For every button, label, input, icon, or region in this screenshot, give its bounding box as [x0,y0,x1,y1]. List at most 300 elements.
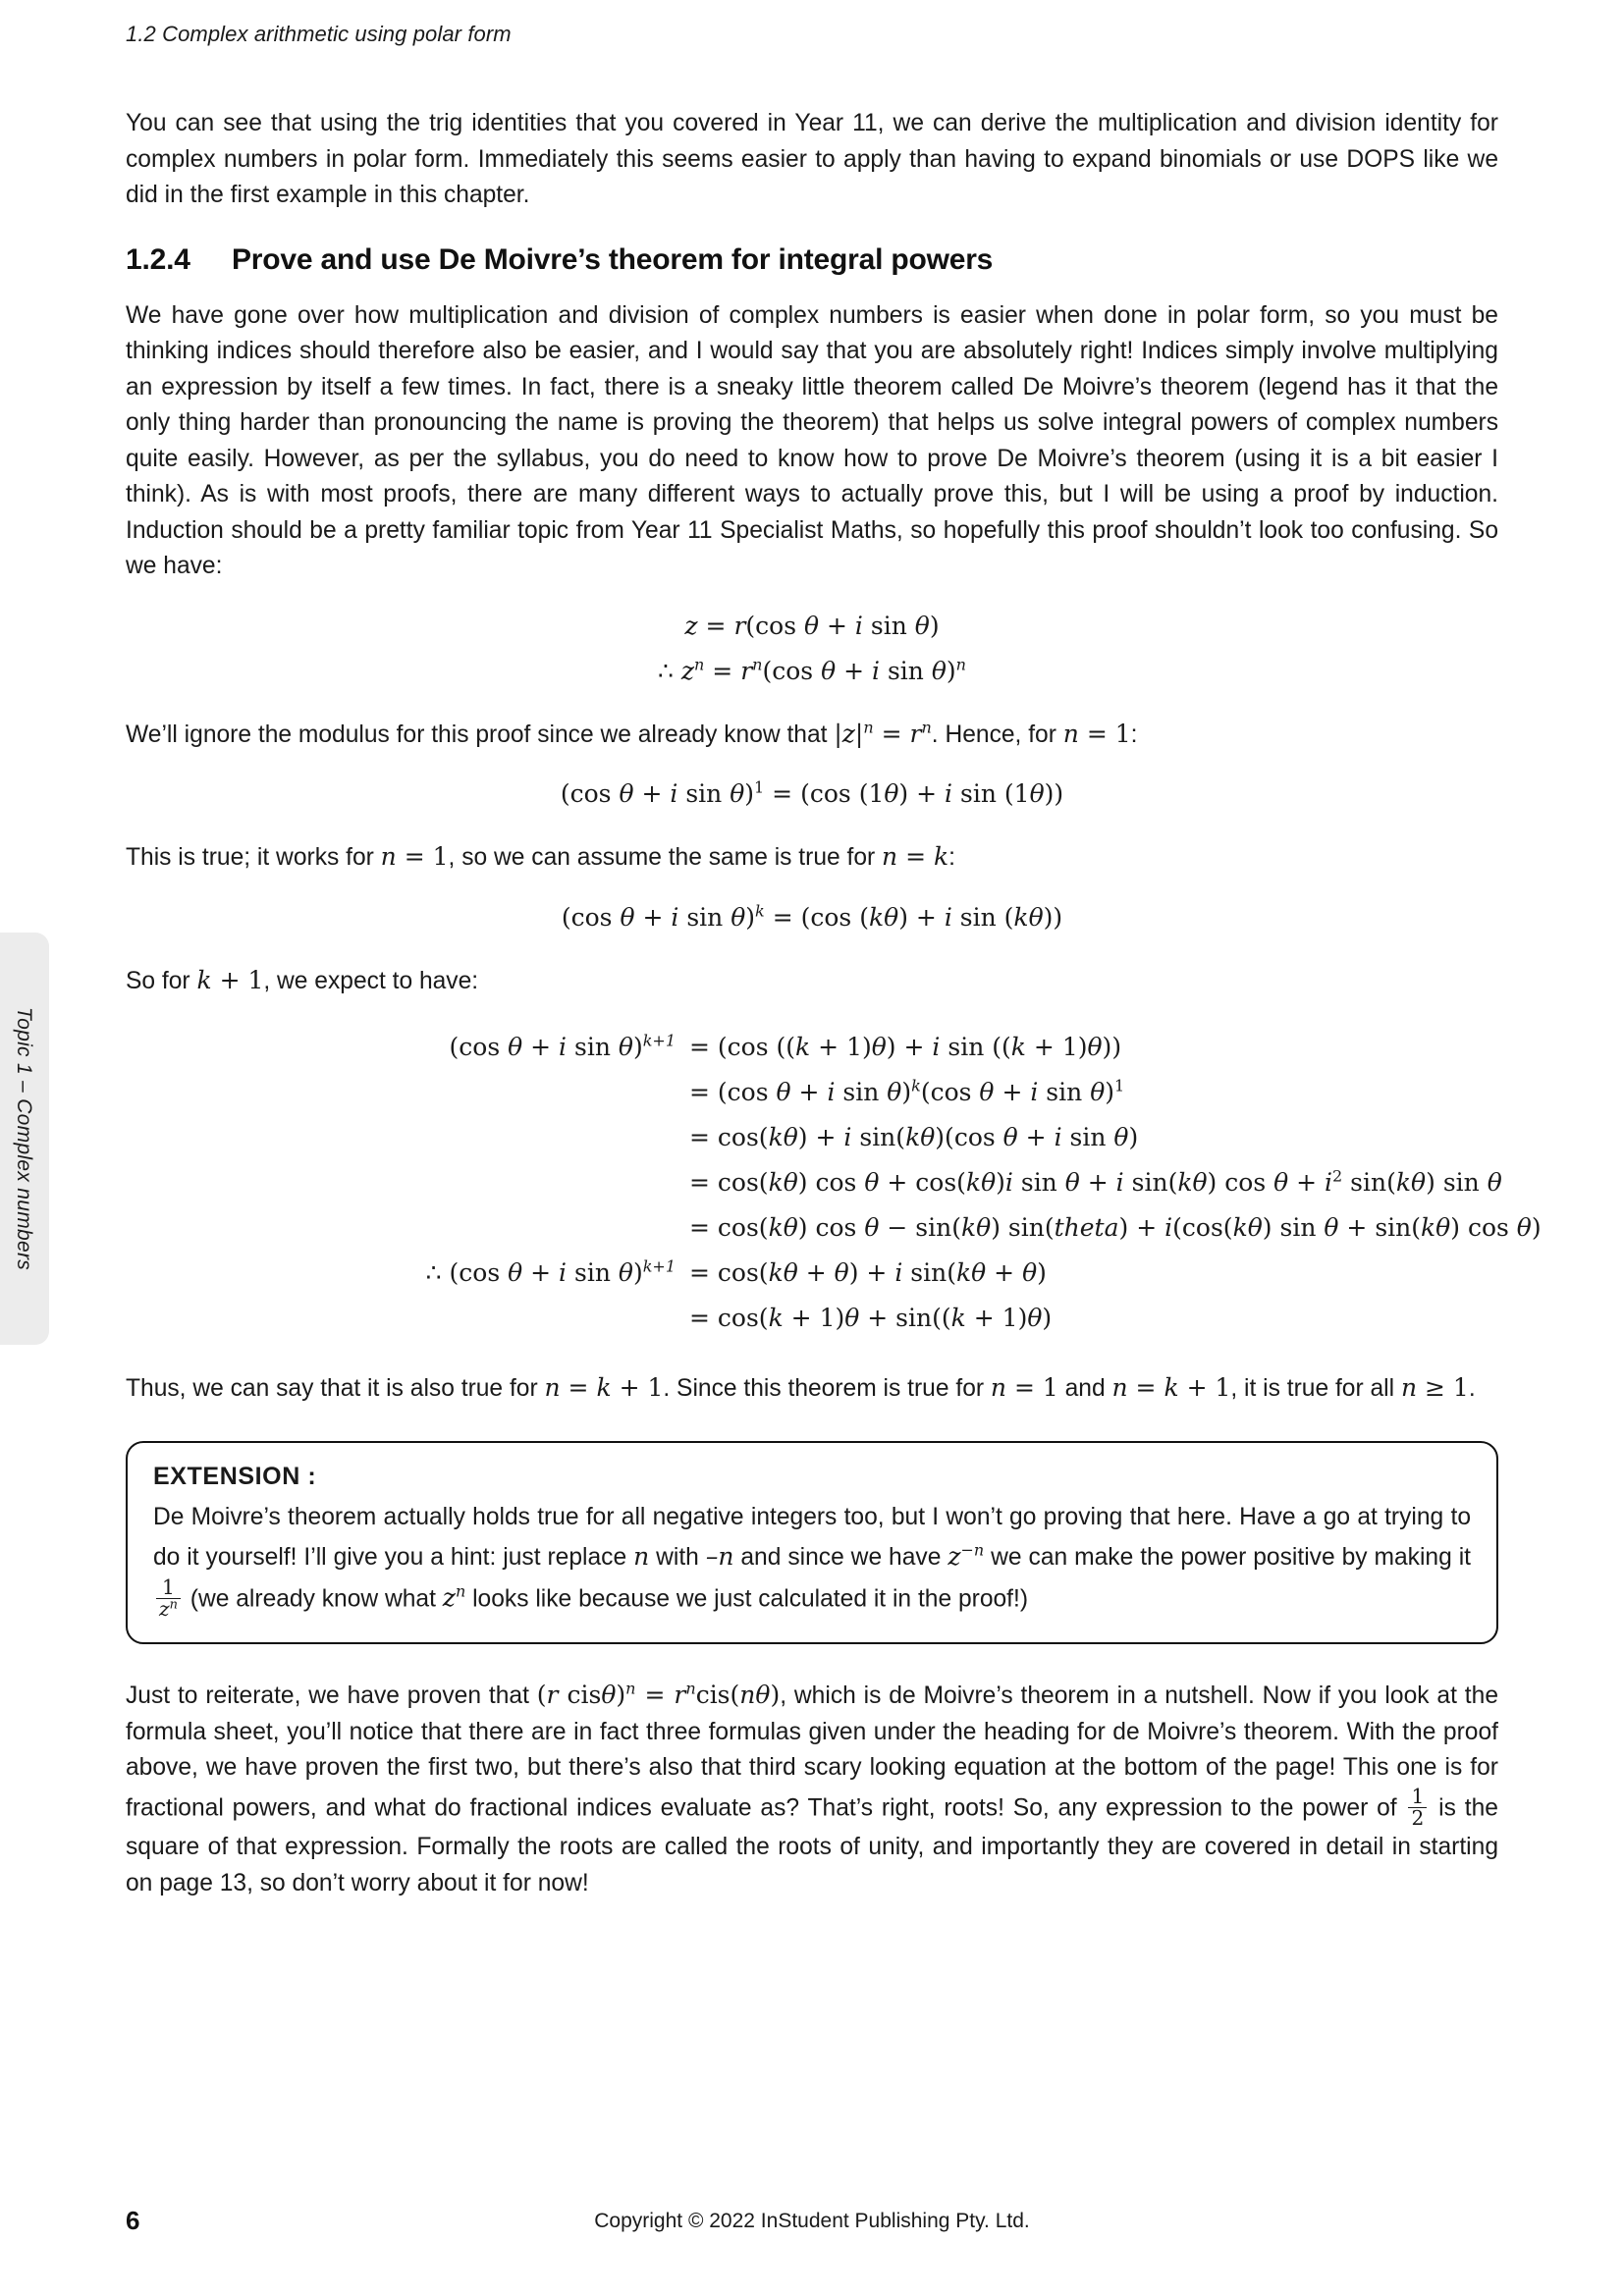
assume-text-1: This is true; it works for [126,844,381,871]
math-n-1: n [1062,719,1079,748]
derivation-rhs [689,1296,1498,1341]
thus-text-4: , it is true for all [1230,1375,1401,1402]
math-equals-6: = [404,842,425,871]
d4-plus-3: + [1296,1168,1318,1197]
d1-k-2: k [1010,1033,1026,1061]
math-therefore: ∴ [658,656,674,685]
d4-theta-4: θ [1064,1168,1080,1197]
d7-sin: sin [895,1304,933,1332]
derivation-lhs [126,1251,689,1296]
d1-exponent-k-plus-1: k+1 [642,1031,676,1050]
extension-text-1: De Moivre’s theorem actually holds true for all negative integers too, but I won’t go proving that here. Have a go at trying to do it yourself! I’ll give you a hint: just replace [153,1503,1471,1571]
d1-one: 1 [846,1033,862,1061]
ext-z-exponent-n: n [455,1581,466,1601]
equation-n-equals-1 [126,774,1498,814]
math-i: i [854,611,863,640]
modulus-text-3: : [1130,721,1138,748]
c-equals: = [644,1681,666,1710]
d4-equals: = [689,1168,710,1197]
derivation-row [126,1070,1498,1115]
c-cis-2: cis [695,1681,731,1710]
d5-sin-4: sin [1375,1213,1412,1242]
d7-k: k [768,1304,784,1332]
d1-theta-4: θ [1087,1033,1103,1061]
d5-k: k [768,1213,784,1242]
t-eq-2: = [1013,1373,1035,1402]
d6-theta-5: θ [971,1258,987,1287]
d4-paren-open-4: ( [1386,1168,1396,1197]
d6-plus: + [530,1258,552,1287]
d6-cos: cos [459,1258,501,1287]
d4-paren-open-3: ( [1167,1168,1178,1197]
d1-k: k [795,1033,811,1061]
d4-k: k [768,1168,784,1197]
d5-sin: sin [915,1213,952,1242]
d5-cos-3: cos [1181,1213,1223,1242]
d2-theta-2: θ [887,1078,902,1106]
d4-paren-close: ) [797,1168,808,1197]
expect-text-2: , we expect to have: [263,967,479,994]
extension-text-6: looks like because we just calculated it in the proof!) [465,1584,1029,1612]
d4-theta-5: θ [1192,1168,1208,1197]
math-equals-7: = [905,842,927,871]
math-i-5: i [671,902,679,932]
d4-theta-2: θ [864,1168,880,1197]
section-title: Prove and use De Moivre’s theorem for integral powers [232,242,994,276]
math-one-1: 1 [1114,719,1131,748]
d7-paren-open-2: ( [932,1304,942,1332]
section-heading [126,243,1498,277]
math-one-3: 1 [1013,779,1030,808]
d5-theta-2: θ [864,1213,880,1242]
d4-sin-4: sin [1442,1168,1480,1197]
c-theta: θ [601,1681,617,1710]
d6-i: i [559,1258,568,1287]
d5-theta-5: θ [1324,1213,1339,1242]
math-exponent-k: k [755,901,765,921]
d4-sin: sin [1020,1168,1057,1197]
math-sin-2: sin [887,656,924,685]
d5-paren-open-6: ( [1411,1213,1422,1242]
d7-paren-open: ( [758,1304,769,1332]
d5-sin-3: sin [1279,1213,1317,1242]
topic-side-tab-label: Topic 1 – Complex numbers [13,1006,35,1271]
d1-plus-4: + [1033,1033,1055,1061]
extension-text-2: with [649,1543,706,1571]
d3-k: k [768,1123,784,1151]
d7-plus-3: + [973,1304,995,1332]
d2-paren-open: ( [717,1078,728,1106]
ext-z-1: z [947,1541,961,1571]
d1-theta-2: θ [618,1033,633,1061]
math-paren-open-5: ( [858,779,869,808]
math-theta-7: θ [884,779,899,808]
derivation-rhs [689,1070,1498,1115]
c-paren-open: ( [536,1681,547,1710]
derivation-lhs [126,1160,689,1205]
d5-i: i [1164,1213,1173,1242]
assume-text-2: , so we can assume the same is true for [448,844,883,871]
d3-paren-open-3: ( [945,1123,954,1151]
derivation-rhs [689,1205,1542,1251]
math-plus-2: + [843,656,865,685]
math-sin: sin [870,611,907,640]
d4-i-2: i [1115,1168,1124,1197]
expect-text-1: So for [126,967,197,994]
math-theta-5: θ [619,779,634,808]
math-paren-close: ) [929,611,940,640]
math-mod-z: |z| [834,719,864,748]
math-equals-4: = [1086,719,1108,748]
d2-cos-2: cos [930,1078,972,1106]
math-r-exp-n: n [921,718,932,737]
math-plus-6: + [915,902,937,932]
d3-theta-2: θ [920,1123,936,1151]
d4-i-3: i [1325,1168,1333,1197]
d5-minus: − [887,1213,908,1242]
derivation-row [126,1251,1498,1296]
d5-theta: θ [783,1213,798,1242]
math-sin-4: sin [960,779,997,808]
c-exponent-n: n [625,1679,636,1698]
math-paren-open-9: ( [859,902,869,932]
derivation-row [126,1205,1542,1251]
d4-i: i [1004,1168,1013,1197]
math-k-4: k [196,965,212,994]
math-plus-4: + [916,779,938,808]
d3-paren-open: ( [758,1123,769,1151]
math-plus-7: + [219,965,241,994]
math-r-3: r [909,719,922,748]
derivation-rhs [689,1025,1498,1070]
d1-paren-close-3: ) [886,1033,896,1061]
math-exponent-n-2: n [752,655,763,674]
thus-paragraph [126,1370,1498,1408]
math-theta-9: θ [620,902,635,932]
d2-sin-2: sin [1046,1078,1083,1106]
math-i-4: i [945,779,953,808]
modulus-text-1: We’ll ignore the modulus for this proof since we already know that [126,721,835,748]
math-n-3: n [882,842,898,871]
math-paren-open-7: ( [561,902,571,932]
d7-k-2: k [950,1304,966,1332]
t-geq: ≥ [1425,1373,1445,1402]
math-paren-close-5: ) [1044,779,1055,808]
d1-paren-open-5: ( [992,1033,1002,1061]
t-n-4: n [1400,1373,1418,1402]
d4-paren-open: ( [758,1168,769,1197]
c-paren-close: ) [616,1681,626,1710]
extension-text-5: (we already know what [183,1584,443,1612]
math-paren-open-8: ( [800,902,811,932]
math-i-2: i [872,656,880,685]
d3-sin-2: sin [1069,1123,1107,1151]
section-number: 1.2.4 [126,242,190,276]
math-cos-6: cos [810,902,852,932]
math-theta-4: θ [931,656,947,685]
d6-paren-open-3: ( [947,1258,956,1287]
ext-fraction-one-over-z-n [156,1577,181,1622]
extension-body [153,1498,1471,1622]
d4-k-3: k [1177,1168,1193,1197]
running-header: 1.2 Complex arithmetic using polar form [126,22,512,46]
d5-sin-2: sin [1007,1213,1045,1242]
math-cos-2: cos [772,656,814,685]
d4-theta-3: θ [981,1168,997,1197]
math-paren-close-2: ) [946,656,956,685]
d1-equals: = [689,1033,710,1061]
math-equals-8: = [772,902,793,932]
d1-i-2: i [932,1033,941,1061]
d5-paren-close-6: ) [1531,1213,1542,1242]
d1-paren-close-4: ) [1077,1033,1088,1061]
math-theta-12: θ [1028,902,1044,932]
d1-paren-open: ( [449,1033,460,1061]
d5-k-2: k [960,1213,977,1242]
closing-text-1: Just to reiterate, we have proven that [126,1682,537,1710]
math-cos-4: cos [809,779,851,808]
t-one-1: 1 [647,1373,664,1402]
math-sin-5: sin [686,902,724,932]
d4-cos: cos [717,1168,759,1197]
math-r-2: r [740,656,753,685]
d7-plus-2: + [867,1304,889,1332]
d6-plus-2: + [805,1258,827,1287]
closing-text-2: , which is de Moivre’s theorem in a nutshell. Now if you look at the formula sheet, you’ll notice that there are in fact three formulas given under the heading for de Moivre’s theorem. With the proof above, we have proven the first two, but there’s also that third scary looking equation at the bottom of the page! This one is for fractional powers, and what do fractional indices evaluate as? That’s right, roots! So, any expression to the power of [126,1682,1498,1821]
d1-i: i [559,1033,568,1061]
d4-cos-3: cos [915,1168,957,1197]
math-plus: + [827,611,847,640]
c-r-2: r [674,1681,686,1710]
d2-paren-close: ) [901,1078,912,1106]
body-paragraph-1: We have gone over how multiplication and division of complex numbers is easier when done in polar form, so you must be thinking indices should therefore also be easier, and I would say that you are absolutely right! Indices simply involve multiplying an expression by itself a few times. In fact, there is a sneaky little theorem called De Moivre’s theorem (legend has it that the only thing harder than pronouncing the name is proving the theorem) that helps us solve integral powers of complex numbers quite easily. However, as per the syllabus, you do need to know how to prove De Moivre’s theorem (using it is a bit easier I think). As is with most proofs, there are many different ways to actually prove this, but I will be using a proof by induction. Induction should be a pretty familiar topic from Year 11 Specialist Maths, so hopefully this proof shouldn’t look too confusing. So we have: [126,301,1498,579]
closing-frac-numerator: 1 [1411,1784,1425,1808]
t-eq-1: = [568,1373,589,1402]
t-eq-3: = [1135,1373,1157,1402]
d7-paren-close-3: ) [1042,1304,1053,1332]
d6-therefore: ∴ [425,1258,442,1287]
d5-paren-close-4: ) [1262,1213,1272,1242]
ext-n: n [633,1541,650,1571]
d5-theta-6: θ [1435,1213,1451,1242]
math-cos: cos [755,611,797,640]
t-one-3: 1 [1215,1373,1231,1402]
d5-paren-close: ) [797,1213,808,1242]
d2-exponent-k: k [911,1076,921,1095]
d6-theta-2: θ [618,1258,633,1287]
d7-plus: + [790,1304,812,1332]
closing-text-3: is the square of that expression. Formally the roots are called the roots of unity, and importantly they are covered in detail in starting on page 13, so don’t worry about it for now! [126,1793,1498,1896]
expect-paragraph [126,963,1498,1000]
d2-plus-2: + [1001,1078,1023,1106]
d6-paren-close-3: ) [1037,1258,1047,1287]
equation-z-definition [126,607,1498,646]
footer-page-number: 6 [126,2206,140,2235]
math-paren-close-4: ) [898,779,909,808]
derivation-row [126,1160,1502,1205]
math-mod-exp-n: n [863,718,874,737]
t-one-4: 1 [1452,1373,1469,1402]
closing-paragraph [126,1678,1498,1901]
closing-fraction-one-half [1408,1784,1427,1831]
c-exponent-n-2: n [685,1679,696,1698]
math-theta-6: θ [730,779,745,808]
d3-paren-close-3: ) [1128,1123,1139,1151]
t-plus-1: + [619,1373,640,1402]
d4-theta: θ [783,1168,798,1197]
d4-exponent-two: 2 [1332,1166,1343,1186]
t-n-1: n [544,1373,561,1402]
d4-paren-close-4: ) [1426,1168,1435,1197]
d5-paren-close-2: ) [991,1213,1001,1242]
d3-i: i [843,1123,852,1151]
ext-frac-den-exponent: n [169,1597,178,1613]
math-i-6: i [944,902,952,932]
d1-cos-2: cos [727,1033,769,1061]
math-one-2: 1 [868,779,885,808]
d7-one-2: 1 [1001,1304,1018,1332]
d2-paren-open-2: ( [920,1078,931,1106]
d5-plus: + [1136,1213,1158,1242]
c-r: r [546,1681,559,1710]
d6-cos-2: cos [717,1258,759,1287]
d4-sin-2: sin [1131,1168,1168,1197]
math-theta: θ [804,611,820,640]
d3-plus: + [815,1123,837,1151]
d7-one: 1 [819,1304,836,1332]
ext-frac-denominator: z [159,1597,170,1622]
d5-cos: cos [717,1213,759,1242]
thus-text-2: . Since this theorem is true for [663,1375,991,1402]
d6-plus-4: + [994,1258,1015,1287]
d3-equals: = [689,1123,710,1151]
d1-plus-2: + [818,1033,839,1061]
page-footer [0,2206,1624,2239]
d7-paren-open-3: ( [941,1304,951,1332]
math-sin-3: sin [685,779,723,808]
d4-paren-open-2: ( [956,1168,966,1197]
d6-theta-4: θ [834,1258,849,1287]
d6-paren-open-2: ( [758,1258,769,1287]
derivation-row [126,1296,1498,1341]
d6-paren-close: ) [632,1258,643,1287]
d6-paren-open: ( [449,1258,460,1287]
derivation-lhs [126,1115,689,1160]
t-k-1: k [596,1373,612,1402]
d4-plus-2: + [1087,1168,1109,1197]
derivation-lhs [126,1205,689,1251]
assume-paragraph [126,839,1498,877]
math-k-1: k [934,842,949,871]
extension-text-4: we can make the power positive by making it [984,1543,1472,1571]
derivation-rhs [689,1160,1502,1205]
d5-theta-4: θ [1247,1213,1263,1242]
math-theta-2: θ [914,611,930,640]
d3-cos: cos [717,1123,759,1151]
c-paren-open-2: ( [730,1681,740,1710]
d5-paren-open-2: ( [951,1213,961,1242]
ext-exponent-neg-n: −n [960,1540,985,1560]
equation-block-n-equals-1 [126,774,1498,814]
d6-theta: θ [508,1258,523,1287]
d4-plus: + [887,1168,908,1197]
d1-plus: + [530,1033,552,1061]
extension-title [153,1463,1471,1491]
topic-side-tab [0,933,49,1345]
d6-equals: = [689,1258,710,1287]
modulus-paragraph [126,717,1498,754]
d7-cos: cos [717,1304,759,1332]
d1-paren-close-6: ) [1111,1033,1122,1061]
d2-paren-close-2: ) [1105,1078,1115,1106]
d5-theta-word: theta [1054,1213,1119,1242]
d4-paren-close-3: ) [1207,1168,1218,1197]
d1-paren-close: ) [632,1033,643,1061]
c-theta-2: θ [755,1681,771,1710]
math-plus-3: + [641,779,663,808]
d5-theta-3: θ [976,1213,992,1242]
d7-theta-2: θ [1027,1304,1043,1332]
d1-paren-open-4: ( [785,1033,796,1061]
ext-frac-numerator: 1 [162,1575,175,1599]
d1-cos: cos [459,1033,501,1061]
c-n: n [739,1681,756,1710]
d1-sin-2: sin [947,1033,985,1061]
d6-paren-close-2: ) [848,1258,859,1287]
derivation-lhs [126,1025,689,1070]
d4-theta-7: θ [1411,1168,1427,1197]
equation-n-equals-k [126,898,1498,937]
math-paren-open-6: ( [1003,779,1014,808]
assume-text-3: : [948,844,956,871]
d1-plus-3: + [903,1033,925,1061]
d4-paren-close-2: ) [996,1168,1005,1197]
derivation-lhs [126,1296,689,1341]
d6-i-2: i [894,1258,903,1287]
d2-i-2: i [1030,1078,1039,1106]
math-i-3: i [670,779,678,808]
d3-i-2: i [1054,1123,1062,1151]
d5-paren-open-4: ( [1172,1213,1182,1242]
math-cos-3: cos [569,779,612,808]
d6-theta-3: θ [783,1258,798,1287]
d3-k-2: k [905,1123,921,1151]
math-equals-2: = [712,656,733,685]
d1-paren-open-2: ( [717,1033,728,1061]
d1-paren-close-5: ) [1102,1033,1112,1061]
extension-callout-box [126,1441,1498,1645]
d5-paren-open: ( [758,1213,769,1242]
footer-copyright: Copyright © 2022 InStudent Publishing Pty. Ltd. [594,2210,1030,2232]
math-theta-10: θ [731,902,746,932]
modulus-text-2: . Hence, for [931,721,1063,748]
math-theta-11: θ [884,902,899,932]
math-paren-open-4: ( [800,779,810,808]
d4-sin-3: sin [1350,1168,1387,1197]
d4-cos-2: cos [815,1168,857,1197]
equation-block-z-definition [126,607,1498,691]
d5-cos-4: cos [1467,1213,1509,1242]
math-paren-close-10: ) [1053,902,1063,932]
t-n-3: n [1111,1373,1128,1402]
d4-theta-8: θ [1487,1168,1502,1197]
math-theta-8: θ [1029,779,1045,808]
d2-exponent-one: 1 [1114,1076,1125,1095]
d5-equals: = [689,1213,710,1242]
d3-paren-close-2: ) [935,1123,946,1151]
t-one-2: 1 [1042,1373,1058,1402]
derivation-row [126,1115,1498,1160]
